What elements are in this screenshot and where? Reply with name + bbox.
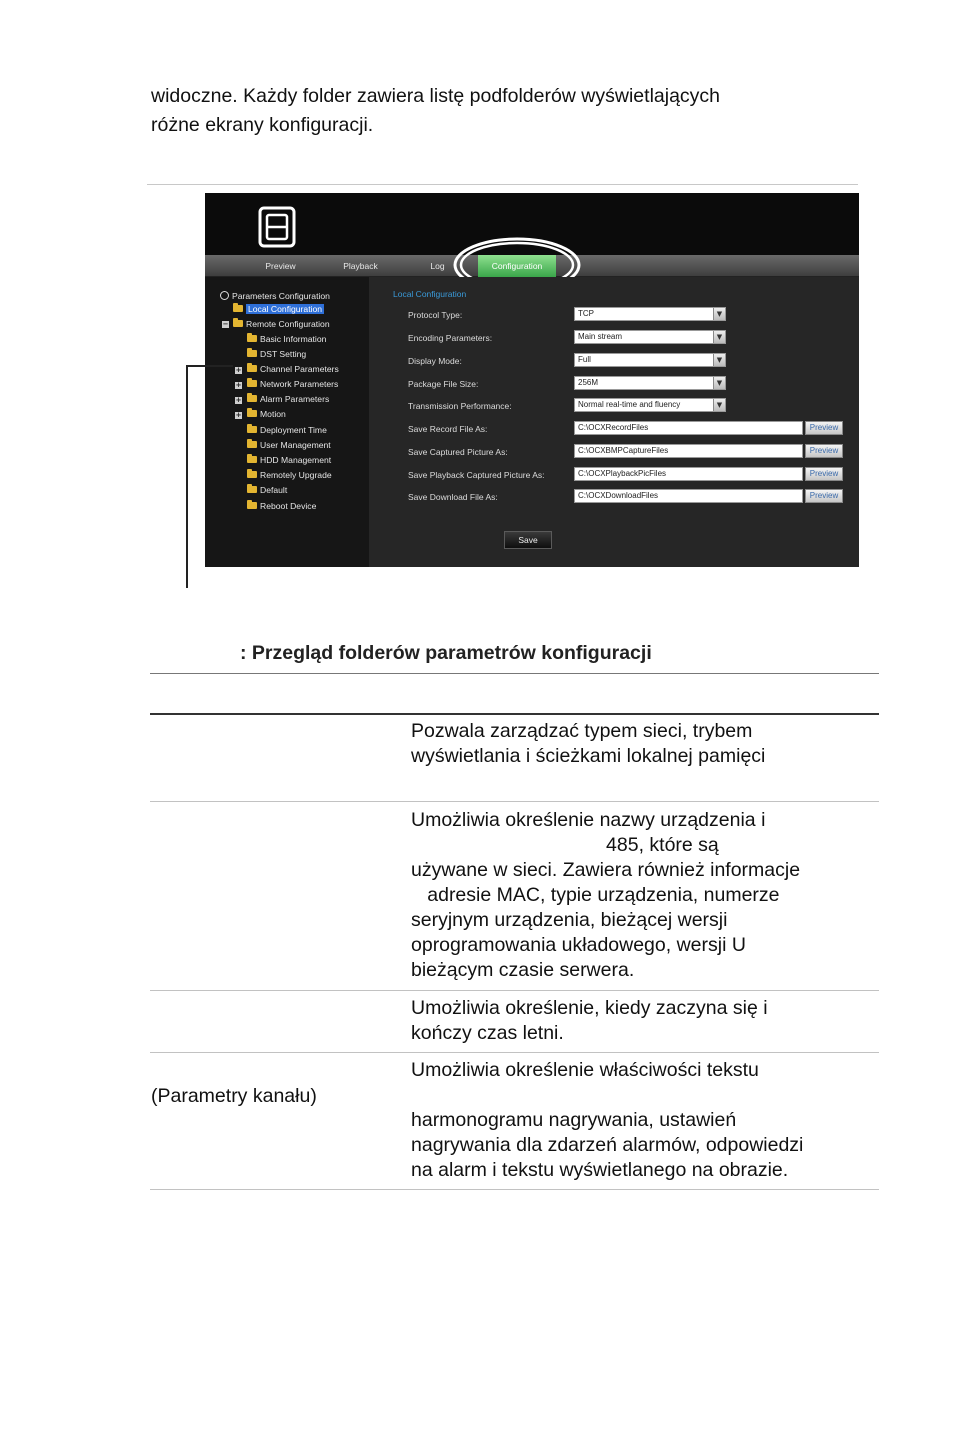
table-top-rule <box>150 713 879 715</box>
package-file-size-label: Package File Size: <box>408 379 479 389</box>
configuration-screenshot <box>205 193 859 567</box>
folder-icon <box>247 486 257 493</box>
save-record-file-input[interactable]: C:\OCXRecordFiles <box>574 421 803 435</box>
folder-icon <box>247 365 257 372</box>
chevron-down-icon: ▼ <box>713 399 725 411</box>
chevron-down-icon: ▼ <box>713 308 725 320</box>
tree-item-deployment-time[interactable]: Deployment Time <box>247 424 327 437</box>
preview-record-button[interactable]: Preview <box>805 421 843 435</box>
save-playback-picture-label: Save Playback Captured Picture As: <box>408 470 545 480</box>
figure-caption: : Przegląd folderów parametrów konfiguracji <box>240 642 652 664</box>
save-download-file-label: Save Download File As: <box>408 492 498 502</box>
table-row-1-description: Pozwala zarządzać typem sieci, trybem wyświetlania i ścieżkami lokalnej pamięci <box>411 720 766 767</box>
tree-item-default[interactable]: Default <box>247 484 287 497</box>
nav-playback[interactable]: Playback <box>343 261 378 271</box>
chevron-down-icon: ▼ <box>713 331 725 343</box>
save-captured-picture-label: Save Captured Picture As: <box>408 447 508 457</box>
save-playback-picture-input[interactable]: C:\OCXPlaybackPicFiles <box>574 467 803 481</box>
table-row-2-description: Umożliwia określenie nazwy urządzenia i 485, które są używane w sieci. Zawiera również informacje adresie MAC, typie urządzenia, numerze seryjnym urządzenia, bieżącej wersji oprogramowania układowego, wersji U bieżącym czasie serwera. <box>411 809 801 981</box>
row-divider <box>150 1052 879 1053</box>
folder-icon <box>247 456 257 463</box>
tree-item-reboot-device[interactable]: Reboot Device <box>247 500 316 513</box>
callout-line <box>180 360 240 592</box>
folder-icon <box>247 380 257 387</box>
row-divider <box>150 801 879 802</box>
save-record-file-label: Save Record File As: <box>408 424 488 434</box>
expand-icon[interactable]: + <box>235 381 242 389</box>
folder-icon <box>247 350 257 357</box>
expand-icon[interactable]: + <box>235 411 242 419</box>
tree-item-remote-configuration[interactable]: Remote Configuration <box>233 318 330 331</box>
collapse-icon[interactable]: − <box>222 320 229 328</box>
folder-icon <box>247 395 257 402</box>
tree-item-hdd-management[interactable]: HDD Management <box>247 454 331 467</box>
table-row-4-name: (Parametry kanału) <box>151 1085 317 1107</box>
tree-item-local-configuration[interactable]: Local Configuration <box>233 303 324 316</box>
save-captured-picture-input[interactable]: C:\OCXBMPCaptureFiles <box>574 444 803 458</box>
nav-configuration[interactable]: Configuration <box>478 255 556 277</box>
panel-title: Local Configuration <box>393 289 467 299</box>
tree-item-user-management[interactable]: User Management <box>247 439 331 452</box>
folder-icon <box>233 305 243 312</box>
table-bottom-rule <box>150 1189 879 1190</box>
transmission-performance-select[interactable]: Normal real-time and fluency ▼ <box>574 398 726 412</box>
encoding-parameters-select[interactable]: Main stream ▼ <box>574 330 726 344</box>
save-download-file-input[interactable]: C:\OCXDownloadFiles <box>574 489 803 503</box>
folder-icon <box>247 441 257 448</box>
caption-rule <box>150 673 879 674</box>
preview-playback-picture-button[interactable]: Preview <box>805 467 843 481</box>
table-row-3-description: Umożliwia określenie, kiedy zaczyna się i kończy czas letni. <box>411 997 768 1044</box>
tree-item-network-parameters[interactable]: Network Parameters <box>247 378 338 391</box>
package-file-size-select[interactable]: 256M ▼ <box>574 376 726 390</box>
expand-icon[interactable]: + <box>235 396 242 404</box>
nav-log[interactable]: Log <box>430 261 445 271</box>
intro-line-1: widoczne. Każdy folder zawiera listę podfolderów wyświetlających <box>151 85 721 107</box>
tree-item-remotely-upgrade[interactable]: Remotely Upgrade <box>247 469 332 482</box>
local-configuration-panel <box>369 277 859 567</box>
tree-item-parameters-configuration[interactable]: Parameters Configuration <box>220 290 330 303</box>
preview-download-file-button[interactable]: Preview <box>805 489 843 503</box>
tree-item-channel-parameters[interactable]: Channel Parameters <box>247 363 339 376</box>
folder-icon <box>247 471 257 478</box>
encoding-parameters-label: Encoding Parameters: <box>408 333 493 343</box>
transmission-performance-label: Transmission Performance: <box>408 401 512 411</box>
chevron-down-icon: ▼ <box>713 354 725 366</box>
protocol-type-select[interactable]: TCP ▼ <box>574 307 726 321</box>
folder-icon <box>247 502 257 509</box>
folder-icon <box>247 426 257 433</box>
preview-captured-picture-button[interactable]: Preview <box>805 444 843 458</box>
tree-item-alarm-parameters[interactable]: Alarm Parameters <box>247 393 329 406</box>
expand-icon[interactable]: + <box>235 366 242 374</box>
nav-preview[interactable]: Preview <box>265 261 296 271</box>
display-mode-select[interactable]: Full ▼ <box>574 353 726 367</box>
display-mode-label: Display Mode: <box>408 356 462 366</box>
folder-icon <box>247 335 257 342</box>
protocol-type-label: Protocol Type: <box>408 310 463 320</box>
table-row-4-description: Umożliwia określenie właściwości tekstu harmonogramu nagrywania, ustawień nagrywania dla zdarzeń alarmów, odpowiedzi na alarm i tekstu wyświetlanego na obrazie. <box>411 1059 804 1181</box>
chevron-down-icon: ▼ <box>713 377 725 389</box>
tree-item-basic-information[interactable]: Basic Information <box>247 333 326 346</box>
tree-item-motion[interactable]: Motion <box>247 408 286 421</box>
figure-top-rule <box>147 184 858 185</box>
tree-item-dst-setting[interactable]: DST Setting <box>247 348 306 361</box>
folder-icon <box>247 410 257 417</box>
wrench-icon <box>220 291 229 300</box>
intro-line-2: różne ekrany konfiguracji. <box>151 114 374 136</box>
row-divider <box>150 990 879 991</box>
intro-paragraph <box>151 82 851 140</box>
save-button[interactable]: Save <box>504 531 552 549</box>
folder-icon <box>233 320 243 327</box>
